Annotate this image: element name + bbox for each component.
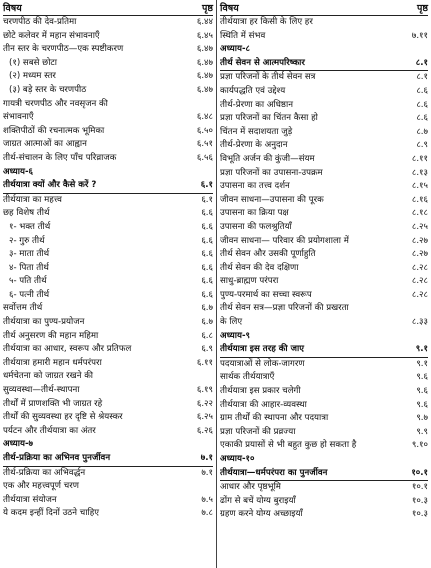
entry-title: तीर्थयात्रा हमारी महान धर्मपरंपरा bbox=[3, 357, 102, 368]
entry-title: प्रज्ञा परिजनों का चिंतन कैसा हो bbox=[220, 113, 318, 124]
entry-title: तीर्थों की सुव्यवस्था हर दृष्टि से श्रेयस्कर bbox=[3, 412, 123, 423]
entry-title: तीर्थयात्रा का आधार, स्वरूप और प्रतिफल bbox=[3, 344, 132, 355]
entry-title: विभूति अर्जन की कुंजी—संयम bbox=[220, 153, 315, 164]
entry-page-number: ८.१३ bbox=[411, 167, 428, 178]
entry-page-number: १०.१ bbox=[411, 482, 428, 493]
toc-entry bbox=[220, 180, 428, 194]
entry-page-number: ८.१ bbox=[415, 57, 428, 68]
toc-entry bbox=[3, 235, 213, 249]
toc-entry bbox=[220, 194, 428, 208]
entry-page-number: ८.९ bbox=[416, 140, 428, 151]
toc-entry bbox=[220, 112, 428, 126]
toc-entry bbox=[3, 343, 213, 357]
toc-entry bbox=[3, 57, 213, 71]
entry-page-number: ६.४७ bbox=[196, 71, 213, 82]
entry-title: शक्तिपीठों की रचनात्मक भूमिका bbox=[3, 125, 105, 136]
entry-page-number: ६.७ bbox=[201, 317, 213, 328]
header-page: पृष्ठ bbox=[417, 3, 428, 14]
toc-entry bbox=[3, 370, 213, 384]
entry-title: छोटे कलेवर में महान संभावनाएँ bbox=[3, 30, 100, 41]
entry-title: कार्यपद्धति एवं उद्देश्य bbox=[220, 85, 286, 96]
toc-entry bbox=[3, 16, 213, 30]
entry-page-number: ६.६ bbox=[201, 221, 213, 232]
entry-page-number: ९.७ bbox=[416, 413, 428, 424]
entry-page-number: ९.९ bbox=[416, 426, 428, 437]
entry-title: एकाकी प्रयासों से भी बहुत कुछ हो सकता है bbox=[220, 440, 357, 451]
entry-page-number: ६.४५ bbox=[196, 30, 213, 41]
entry-page-number: ६.८ bbox=[201, 330, 213, 341]
entry-title: के लिए bbox=[220, 317, 243, 328]
right-column bbox=[220, 0, 428, 522]
toc-entry bbox=[3, 507, 213, 521]
entry-title: सुव्यवस्था—तीर्थ-स्थापना bbox=[3, 385, 80, 396]
toc-entry bbox=[3, 207, 213, 221]
toc-entry bbox=[220, 153, 428, 167]
entry-page-number: ६.२६ bbox=[196, 425, 213, 436]
entry-title: पर्यटन और तीर्थयात्रा का अंतर bbox=[3, 425, 96, 436]
entry-title: तीर्थों में प्राणशक्ति भी जाग्रत रहे bbox=[3, 398, 103, 409]
entry-title: तीर्थयात्रा—धर्मपरंपरा का पुनर्जीवन bbox=[220, 467, 328, 478]
entry-page-number: ६.६ bbox=[201, 276, 213, 287]
entry-page-number: ६.५० bbox=[196, 125, 213, 136]
entry-title: स्थिति में संभव bbox=[220, 30, 266, 41]
entry-title: तीर्थ-प्रेरणा के अनुदान bbox=[220, 140, 288, 151]
toc-entry bbox=[220, 289, 428, 303]
entry-title: संभावनाएँ bbox=[3, 112, 34, 123]
entry-title: तीर्थ सेवन की देव दक्षिणा bbox=[220, 262, 299, 273]
entry-page-number: ९.६ bbox=[416, 386, 428, 397]
chapter-heading-row bbox=[220, 57, 428, 72]
entry-title: तीर्थयात्रा का पुण्य-प्रयोजन bbox=[3, 317, 85, 328]
toc-entry bbox=[3, 84, 213, 98]
entry-title: तीर्थ-प्रेरणा का अधिष्ठान bbox=[220, 99, 293, 110]
entry-title: तीर्थ-संचालन के लिए पाँच परिव्राजक bbox=[3, 152, 117, 163]
toc-entry bbox=[3, 221, 213, 235]
column-divider bbox=[216, 0, 217, 568]
entry-title: तीर्थ-प्रक्रिया का अभिनव पुनर्जीवन bbox=[3, 453, 111, 463]
entry-title: अध्याय-७ bbox=[3, 439, 34, 450]
header-page: पृष्ठ bbox=[202, 3, 213, 14]
entry-title: तीर्थयात्रा इस तरह की जाए bbox=[220, 344, 304, 355]
entry-title: ढोंग से बचें योग्य बुराइयाँ bbox=[220, 495, 296, 506]
entry-page-number: ७.१ bbox=[200, 453, 213, 463]
entry-title: तीर्थ-प्रक्रिया का अभिवर्द्धन bbox=[3, 467, 86, 478]
toc-entry bbox=[3, 330, 213, 344]
entry-page-number: ६.४४ bbox=[196, 17, 213, 27]
entry-title: ५- पति तीर्थ bbox=[9, 276, 47, 287]
toc-entry bbox=[220, 85, 428, 99]
entry-title: तीर्थयात्रा इस प्रकार चलेगी bbox=[220, 386, 301, 397]
chapter-heading-row bbox=[3, 166, 213, 180]
toc-entry bbox=[220, 30, 428, 44]
entry-title: ४- पिता तीर्थ bbox=[9, 262, 49, 273]
toc-entry bbox=[3, 152, 213, 166]
entry-page-number: ९.१ bbox=[415, 344, 428, 355]
toc-entry bbox=[3, 316, 213, 330]
toc-entry bbox=[220, 316, 428, 330]
entry-title: तीर्थ सेवन और उसकी पूर्णाहुति bbox=[220, 249, 316, 260]
entry-page-number: ६.४७ bbox=[196, 57, 213, 68]
header-subject: विषय bbox=[3, 3, 22, 14]
toc-entry bbox=[3, 125, 213, 139]
toc-entry bbox=[3, 248, 213, 262]
entry-title: ये कदम इन्हीं दिनों उठने चाहिए bbox=[3, 508, 100, 519]
toc-entry bbox=[3, 30, 213, 44]
entry-title: प्रज्ञा परिजनों की प्रव्रज्या bbox=[220, 426, 296, 437]
entry-title: तीन स्तर के चरणपीठ—एक स्पष्टीकरण bbox=[3, 44, 124, 55]
entry-title: अध्याय-१० bbox=[220, 454, 255, 464]
entry-page-number: ६.४७ bbox=[196, 84, 213, 95]
toc-entry bbox=[3, 384, 213, 398]
entry-page-number: ६.१९ bbox=[196, 385, 213, 396]
entry-page-number: ६.१ bbox=[201, 194, 213, 205]
entry-title: तीर्थयात्रा की आहार-व्यवस्था bbox=[220, 399, 307, 410]
entry-title: ग्रहण करने योग्य अच्छाइयाँ bbox=[220, 509, 303, 520]
toc-entry bbox=[220, 302, 428, 316]
toc-entry bbox=[220, 426, 428, 440]
entry-title: १- भक्त तीर्थ bbox=[9, 221, 51, 232]
entry-page-number: ७.८ bbox=[201, 508, 213, 519]
toc-entry bbox=[3, 357, 213, 371]
chapter-heading-row bbox=[220, 330, 428, 344]
left-entries bbox=[3, 16, 213, 521]
entry-title: अध्याय-६ bbox=[3, 166, 34, 177]
toc-entry bbox=[220, 262, 428, 276]
entry-title: (३) बड़े स्तर के चरणपीठ bbox=[9, 84, 87, 95]
toc-entry bbox=[220, 275, 428, 289]
entry-page-number: ६.२२ bbox=[196, 398, 213, 409]
entry-title: छह विशेष तीर्थ bbox=[3, 208, 50, 219]
toc-entry bbox=[220, 221, 428, 235]
entry-page-number: ८.१८ bbox=[411, 208, 428, 219]
toc-entry bbox=[220, 248, 428, 262]
entry-title: जीवन साधना—उपासना की पूरक bbox=[220, 194, 324, 205]
toc-entry bbox=[3, 425, 213, 439]
entry-page-number: ८.२७ bbox=[411, 235, 428, 246]
entry-page-number: ७.५ bbox=[201, 494, 213, 505]
entry-page-number: ६.६ bbox=[201, 262, 213, 273]
entry-title: उपासना की फलश्रुतियाँ bbox=[220, 221, 292, 232]
entry-page-number: ९.६ bbox=[416, 399, 428, 410]
toc-entry bbox=[3, 43, 213, 57]
entry-page-number: १०.३ bbox=[411, 509, 428, 520]
entry-page-number: ६.६ bbox=[201, 208, 213, 219]
chapter-heading-row bbox=[3, 452, 213, 467]
toc-entry bbox=[3, 138, 213, 152]
toc-entry bbox=[220, 495, 428, 509]
toc-entry bbox=[3, 494, 213, 508]
entry-title: ६- पत्नी तीर्थ bbox=[9, 289, 50, 300]
entry-page-number: ८.१५ bbox=[411, 181, 428, 192]
chapter-heading-row bbox=[3, 179, 213, 194]
entry-title: तीर्थ सेवन सत्र—प्रज्ञा परिजनों की प्रखरता bbox=[220, 303, 349, 314]
toc-entry bbox=[3, 480, 213, 494]
toc-entry bbox=[220, 235, 428, 249]
entry-page-number: ८.२७ bbox=[411, 249, 428, 260]
toc-entry bbox=[220, 508, 428, 522]
header-subject: विषय bbox=[220, 3, 239, 14]
toc-entry bbox=[220, 71, 428, 85]
entry-title: तीर्थयात्रा संयोजन bbox=[3, 494, 57, 505]
entry-page-number: ८.२८ bbox=[411, 262, 428, 273]
chapter-heading-row bbox=[220, 453, 428, 467]
entry-title: सर्वोत्तम तीर्थ bbox=[3, 303, 43, 314]
toc-entry bbox=[3, 289, 213, 303]
toc-entry bbox=[220, 358, 428, 372]
entry-page-number: ६.६ bbox=[201, 235, 213, 246]
entry-page-number: ८.१ bbox=[416, 72, 428, 83]
entry-page-number: १०.३ bbox=[411, 495, 428, 506]
toc-entry bbox=[220, 139, 428, 153]
toc-entry bbox=[3, 302, 213, 316]
entry-title: अध्याय-९ bbox=[220, 330, 251, 341]
entry-title: साधु-ब्राह्मण परंपरा bbox=[220, 276, 279, 287]
entry-page-number: ६.२५ bbox=[196, 412, 213, 423]
toc-entry bbox=[3, 467, 213, 481]
toc-entry bbox=[220, 385, 428, 399]
entry-page-number: ८.२८ bbox=[411, 289, 428, 300]
entry-title: आधार और पृष्ठभूमि bbox=[220, 482, 281, 493]
toc-entry bbox=[3, 111, 213, 125]
entry-page-number: ८.३३ bbox=[411, 317, 428, 328]
entry-page-number: १०.१ bbox=[411, 467, 428, 478]
toc-entry bbox=[220, 16, 428, 30]
entry-title: ३- माता तीर्थ bbox=[9, 249, 50, 260]
toc-entry bbox=[220, 371, 428, 385]
right-entries bbox=[220, 16, 428, 522]
entry-title: तीर्थयात्रा क्यों और कैसे करें ? bbox=[3, 180, 97, 191]
entry-page-number: ६.१ bbox=[200, 180, 213, 191]
entry-title: उपासना का क्रिया पक्ष bbox=[220, 208, 289, 219]
entry-page-number: ८.२५ bbox=[411, 221, 428, 232]
toc-entry bbox=[3, 194, 213, 208]
toc-entry bbox=[3, 70, 213, 84]
toc-entry bbox=[220, 481, 428, 495]
entry-page-number: ६.७ bbox=[201, 303, 213, 314]
entry-title: पुण्य-परमार्थ का सच्चा स्वरूप bbox=[220, 289, 312, 300]
entry-title: तीर्थ सेवन से आत्मपरिष्कार bbox=[220, 57, 305, 68]
toc-entry bbox=[220, 412, 428, 426]
toc-entry bbox=[3, 398, 213, 412]
entry-title: २- गुरु तीर्थ bbox=[9, 235, 45, 246]
entry-title: ग्राम तीर्थों की स्थापना और पदयात्रा bbox=[220, 413, 329, 424]
chapter-heading-row bbox=[220, 43, 428, 57]
chapter-heading-row bbox=[220, 343, 428, 358]
entry-page-number: ९.६ bbox=[416, 372, 428, 383]
entry-page-number: ७.११ bbox=[411, 30, 428, 41]
entry-title: तीर्थ अनुसरण की महान महिमा bbox=[3, 330, 99, 341]
entry-page-number: ८.६ bbox=[416, 85, 428, 96]
entry-page-number: ७.१ bbox=[201, 467, 213, 478]
entry-title: सार्थक तीर्थयात्राएँ bbox=[220, 372, 275, 383]
toc-entry bbox=[220, 126, 428, 140]
toc-entry bbox=[3, 262, 213, 276]
toc-entry bbox=[220, 167, 428, 181]
entry-title: चिंतन में सदाशयता जुड़े bbox=[220, 126, 293, 137]
chapter-heading-row bbox=[220, 467, 428, 482]
toc-entry bbox=[220, 207, 428, 221]
entry-page-number: ६.४८ bbox=[196, 112, 213, 123]
entry-page-number: ८.६ bbox=[416, 99, 428, 110]
entry-page-number: ६.४७ bbox=[196, 44, 213, 55]
entry-page-number: ६.५१ bbox=[196, 139, 213, 150]
entry-title: अध्याय-८ bbox=[220, 44, 251, 55]
entry-title: जीवन साधना— परिवार की प्रयोगशाला में bbox=[220, 235, 349, 246]
chapter-heading-row bbox=[3, 438, 213, 452]
entry-page-number: ९.१० bbox=[411, 440, 428, 451]
toc-entry bbox=[220, 439, 428, 453]
entry-title: (२) मध्यम स्तर bbox=[9, 71, 56, 82]
entry-title: (१) सबसे छोटा bbox=[9, 57, 57, 68]
entry-title: चरणपीठ की देव-प्रतिमा bbox=[3, 17, 77, 27]
entry-title: गायत्री चरणपीठ और नवसृजन की bbox=[3, 98, 108, 109]
entry-title: पदयात्राओं से लोक-जागरण bbox=[220, 358, 305, 369]
entry-title: धर्मचेतना को जाग्रत रखने की bbox=[3, 371, 94, 382]
right-header bbox=[220, 0, 428, 16]
entry-title: एक और महत्त्वपूर्ण चरण bbox=[3, 481, 79, 492]
entry-page-number: ८.७ bbox=[416, 126, 428, 137]
toc-entry bbox=[3, 275, 213, 289]
entry-page-number: ९.१ bbox=[416, 358, 428, 369]
entry-title: प्रज्ञा परिजनों का उपासना-उपक्रम bbox=[220, 167, 323, 178]
entry-title: तीर्थयात्रा हर किसी के लिए हर bbox=[220, 17, 313, 27]
toc-entry bbox=[220, 399, 428, 413]
entry-page-number: ६.९ bbox=[201, 344, 213, 355]
entry-title: तीर्थयात्रा का महत्त्व bbox=[3, 194, 62, 205]
toc-entry bbox=[3, 411, 213, 425]
left-column bbox=[3, 0, 213, 521]
entry-page-number: ६.५६ bbox=[196, 152, 213, 163]
entry-page-number: ८.१६ bbox=[411, 194, 428, 205]
entry-page-number: ६.६ bbox=[201, 249, 213, 260]
toc-entry bbox=[3, 98, 213, 112]
entry-page-number: ६.६ bbox=[201, 289, 213, 300]
entry-title: उपासना का तत्त्व दर्शन bbox=[220, 181, 290, 192]
left-header bbox=[3, 0, 213, 16]
entry-page-number: ८.६ bbox=[416, 113, 428, 124]
entry-title: प्रज्ञा परिजनों के तीर्थ सेवन सत्र bbox=[220, 72, 316, 83]
entry-page-number: ६.११ bbox=[196, 357, 213, 368]
entry-page-number: ८.२८ bbox=[411, 276, 428, 287]
entry-page-number: ८.११ bbox=[411, 153, 428, 164]
entry-title: जाग्रत आत्माओं का आह्वान bbox=[3, 139, 87, 150]
toc-entry bbox=[220, 99, 428, 113]
